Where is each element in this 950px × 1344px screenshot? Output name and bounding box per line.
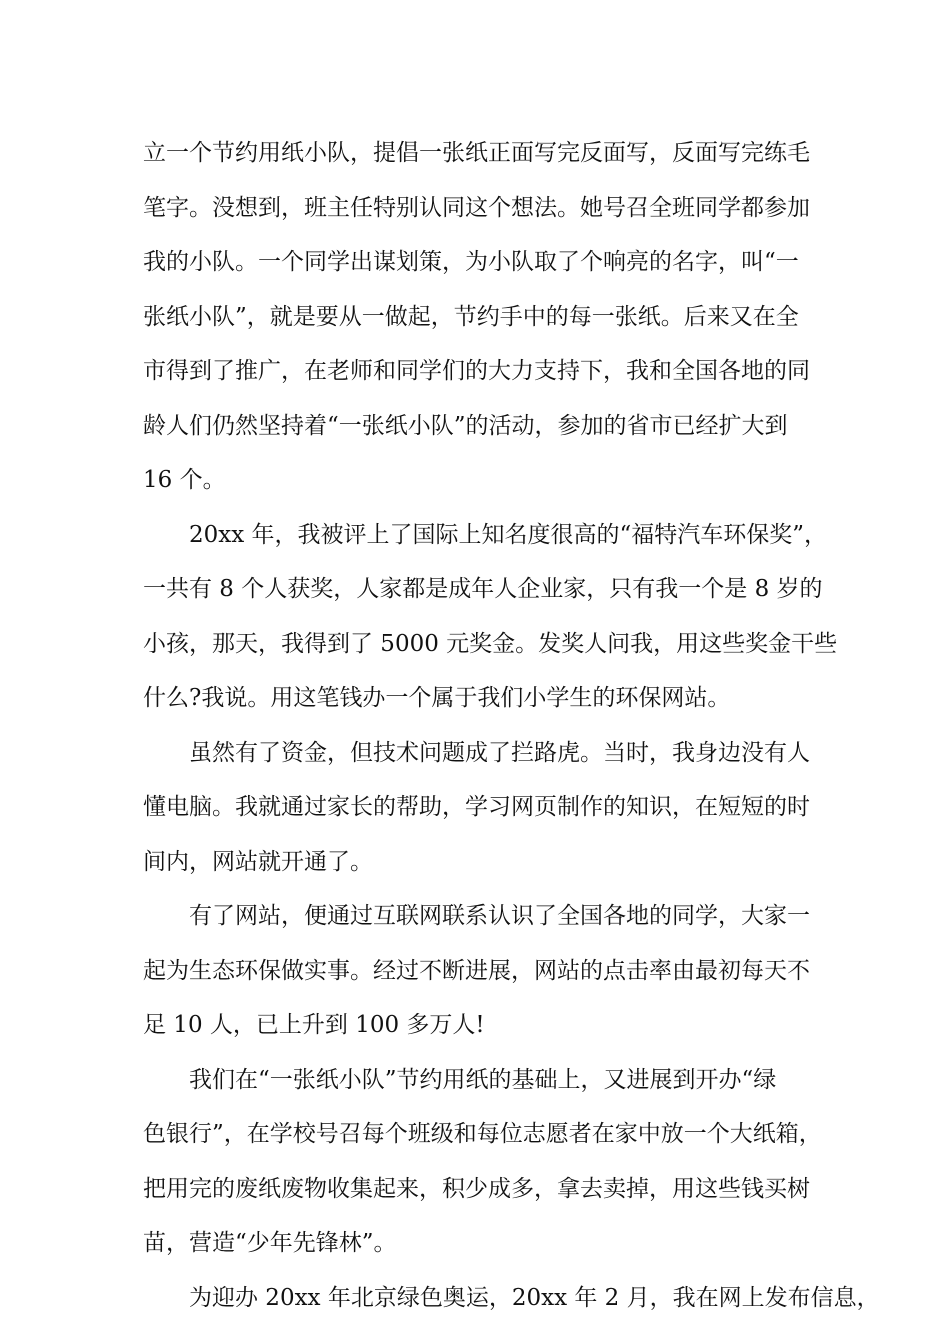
paragraph [143, 508, 843, 726]
text-line: 什么?我说。用这笔钱办一个属于我们小学生的环保网站。 [143, 685, 731, 711]
text-line: 苗，营造“少年先锋林”。 [143, 1230, 397, 1256]
text-line: 足 10 人，已上升到 100 多万人! [143, 1012, 485, 1038]
text-line: 立一个节约用纸小队，提倡一张纸正面写完反面写，反面写完练毛 [143, 140, 810, 166]
text-line: 一共有 8 个人获奖，人家都是成年人企业家，只有我一个是 8 岁的 [143, 576, 823, 602]
paragraph [143, 726, 843, 890]
text-line: 小孩，那天，我得到了 5000 元奖金。发奖人问我，用这些奖金干些 [143, 630, 838, 657]
paragraph [143, 126, 843, 508]
paragraph [143, 889, 843, 1053]
text-line: 懂电脑。我就通过家长的帮助，学习网页制作的知识，在短短的时 [143, 794, 810, 820]
text-line: 16 个。 [143, 467, 226, 493]
text-line: 色银行”，在学校号召每个班级和每位志愿者在家中放一个大纸箱， [143, 1121, 822, 1147]
text-line: 我们在“一张纸小队”节约用纸的基础上，又进展到开办“绿 [143, 1066, 777, 1093]
text-line: 起为生态环保做实事。经过不断进展，网站的点击率由最初每天不 [143, 957, 810, 984]
text-line: 把用完的废纸废物收集起来，积少成多，拿去卖掉，用这些钱买树 [143, 1175, 810, 1202]
text-line: 我的小队。一个同学出谋划策，为小队取了个响亮的名字，叫“一 [143, 249, 799, 275]
text-line: 间内，网站就开通了。 [143, 848, 373, 875]
paragraph [143, 1053, 843, 1271]
text-line: 为迎办 20xx 年北京绿色奥运，20xx 年 2 月，我在网上发布信息， [143, 1284, 880, 1311]
document-body [143, 126, 880, 1325]
text-line: 龄人们仍然坚持着“一张纸小队”的活动，参加的省市已经扩大到 [143, 412, 788, 439]
text-line: 有了网站，便通过互联网联系认识了全国各地的同学，大家一 [143, 903, 810, 929]
text-line: 虽然有了资金，但技术问题成了拦路虎。当时，我身边没有人 [143, 739, 810, 766]
text-line: 20xx 年，我被评上了国际上知名度很高的“福特汽车环保奖”， [143, 521, 828, 548]
paragraph [143, 1271, 880, 1326]
text-line: 笔字。没想到，班主任特别认同这个想法。她号召全班同学都参加 [143, 194, 810, 221]
text-line: 张纸小队”，就是要从一做起，节约手中的每一张纸。后来又在全 [143, 303, 799, 330]
text-line: 市得到了推广，在老师和同学们的大力支持下，我和全国各地的同 [143, 358, 810, 384]
